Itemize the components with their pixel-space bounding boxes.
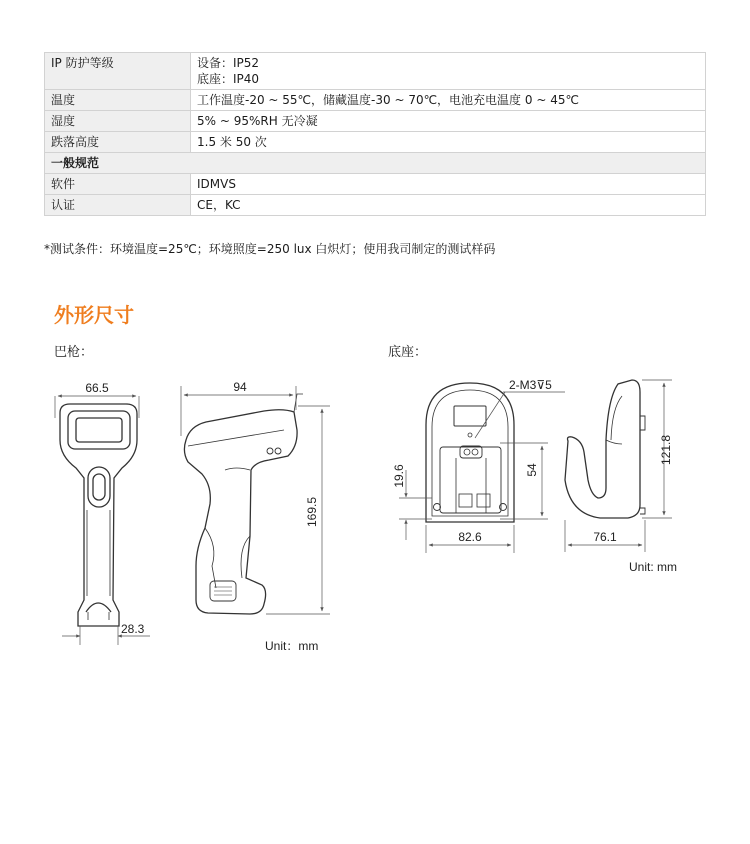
- spec-label: IP 防护等级: [45, 53, 191, 90]
- cradle-unit: Unit: mm: [629, 560, 677, 574]
- spec-value-line: 设备：IP52: [197, 56, 260, 70]
- scanner-base-width: 28.3: [121, 622, 145, 636]
- scanner-label: 巴枪：: [54, 345, 94, 360]
- cradle-label: 底座：: [388, 345, 428, 360]
- spec-value-line: 1.5 米 50 次: [197, 135, 267, 149]
- spec-label: 认证: [45, 195, 191, 216]
- scanner-front-view: [60, 404, 137, 626]
- cradle-width: 82.6: [458, 530, 482, 544]
- cradle-depth: 76.1: [593, 530, 617, 544]
- test-condition-note: *测试条件：环境温度=25℃；环境照度=250 lux 白炽灯；使用我司制定的测试样码: [44, 242, 496, 256]
- spec-label: 软件: [45, 174, 191, 195]
- spec-section-title: 一般规范: [45, 153, 706, 174]
- spec-value-line: 5% ~ 95%RH 无冷凝: [197, 114, 318, 128]
- scanner-unit: Unit：mm: [265, 639, 319, 653]
- scanner-side-length: 94: [233, 380, 247, 394]
- dimensions-heading: 外形尺寸: [54, 303, 134, 327]
- cradle-slot-height: 54: [525, 463, 539, 477]
- cradle-screw-callout: 2-M3⊽5: [509, 378, 552, 392]
- scanner-side-view: [184, 394, 303, 614]
- spec-value-line: 底座：IP40: [197, 72, 260, 86]
- scanner-front-width: 66.5: [85, 381, 109, 395]
- cradle-height: 121.8: [659, 434, 673, 466]
- spec-label: 温度: [45, 90, 191, 111]
- spec-value-line: CE，KC: [197, 198, 241, 212]
- scanner-height: 169.5: [305, 496, 319, 528]
- spec-label: 湿度: [45, 111, 191, 132]
- scanner-front-dimension-lines: [55, 396, 150, 645]
- cradle-front-dimension-lines: [399, 392, 565, 553]
- spec-value-line: IDMVS: [197, 177, 236, 191]
- spec-value-line: 工作温度-20 ~ 55℃，储藏温度-30 ~ 70℃，电池充电温度 0 ~ 45℃: [197, 93, 579, 107]
- cradle-front-view: [426, 383, 514, 522]
- cradle-side-view: [565, 380, 645, 518]
- cradle-side-dimension-lines: [565, 380, 672, 552]
- cradle-inner-height: 19.6: [392, 464, 406, 488]
- spec-label: 跌落高度: [45, 132, 191, 153]
